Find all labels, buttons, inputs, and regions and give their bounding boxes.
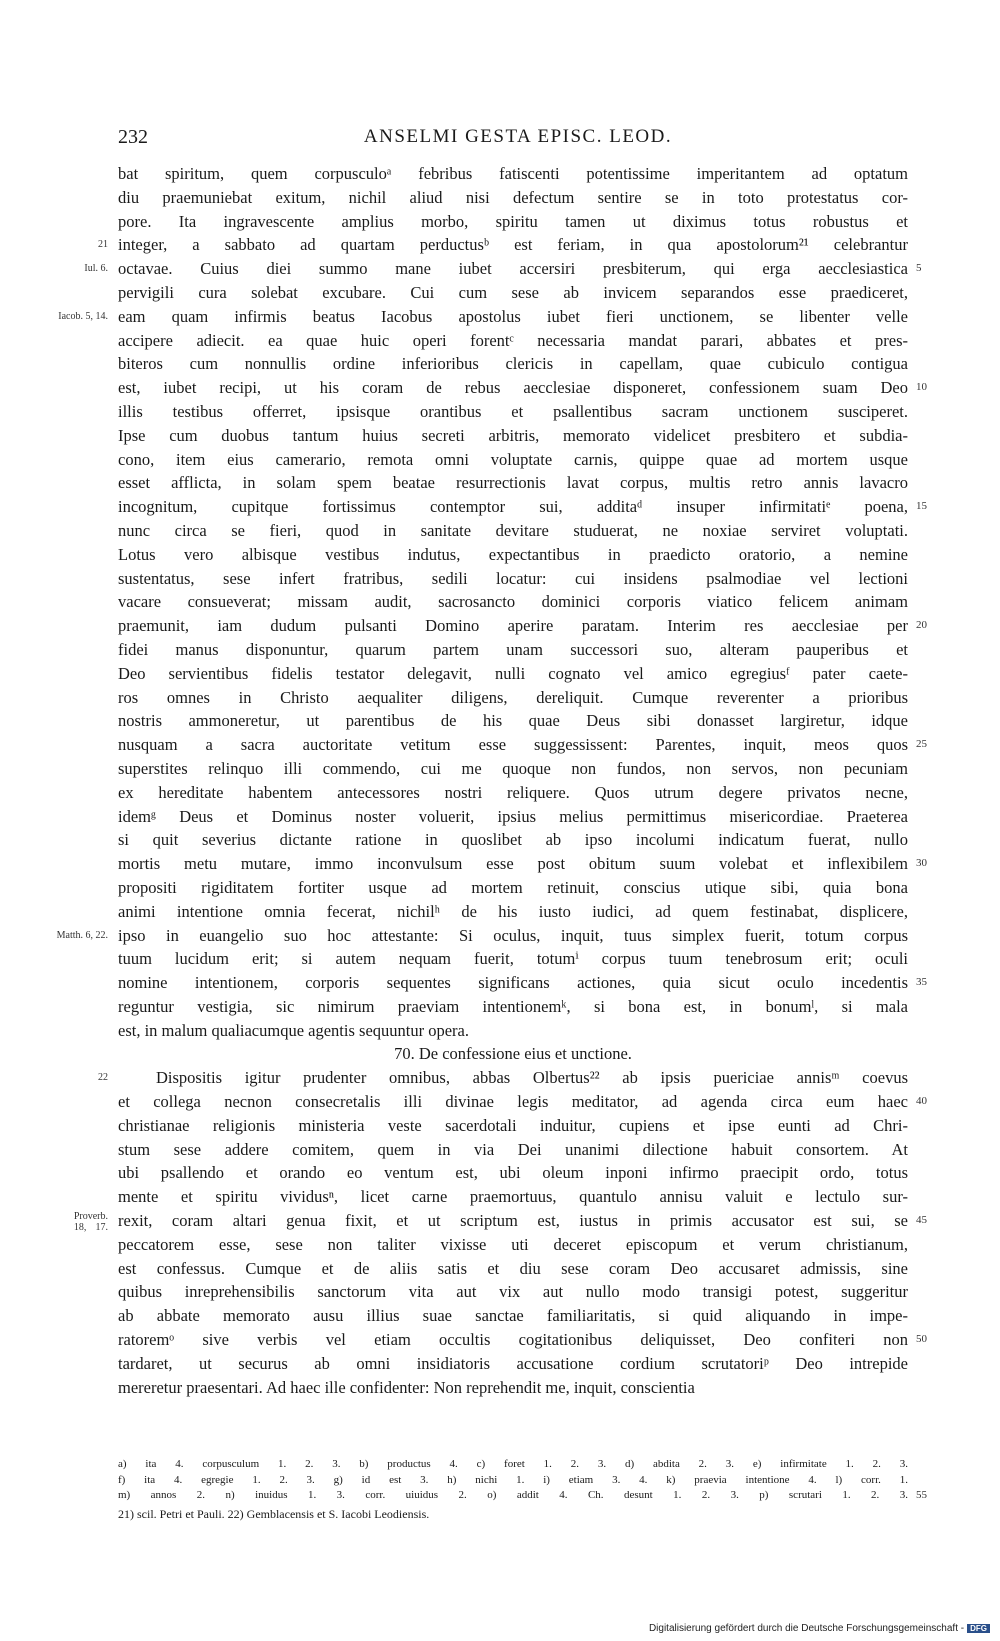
dfg-credit-text: Digitalisierung gefördert durch die Deutsche Forschungsgemeinschaft - [648, 1623, 965, 1634]
line-number: 40 [916, 1095, 927, 1108]
line-text: Dispositis igitur prudenter omnibus, abbas Olbertus²² ab ipsis puericiae annisᵐ coevus [156, 1068, 908, 1088]
line-number: 30 [916, 857, 927, 870]
text-line [118, 400, 908, 424]
text-line [118, 162, 908, 186]
line-text: nusquam a sacra auctoritate vetitum esse suggessissent: Parentes, inquit, meos quos [118, 735, 908, 755]
line-text: reguntur vestigia, sic nimirum praeviam intentionemᵏ, si bona est, in bonumˡ, si mala [118, 996, 908, 1016]
text-line [118, 876, 908, 900]
source-notes [118, 1507, 678, 1523]
text-line [118, 567, 908, 591]
line-text: pervigili cura solebat excubare. Cui cum sese ab invicem separandos esse praediceret, [118, 282, 908, 302]
line-number: 5 [916, 262, 922, 275]
text-line [118, 781, 908, 805]
line-text: eam quam infirmis beatus Iacobus apostolus iubet fieri unctionem, se libenter velle [118, 306, 908, 326]
text-line [118, 1090, 927, 1114]
dfg-logo: DFG [967, 1624, 990, 1633]
line-text: et collega necnon consecretalis illi divinae legis meditator, ad agenda circa eum haec [118, 1092, 908, 1112]
text-line [118, 1114, 908, 1138]
text-line [118, 1233, 908, 1257]
footnote-line [118, 1488, 927, 1504]
text-line [118, 376, 927, 400]
text-line [118, 1328, 927, 1352]
text-line [118, 281, 908, 305]
margin-reference-part: Proverb. [73, 1211, 108, 1223]
margin-reference: Iacob. 5, 14. [58, 310, 108, 322]
text-line [118, 805, 908, 829]
text-line [118, 1280, 908, 1304]
text-line [118, 519, 908, 543]
main-text [56, 162, 927, 1399]
line-text: esset afflicta, in solam spem beatae resurrectionis lavat corpus, multis retro annis lavacro [118, 473, 908, 493]
line-text: m) annos 2. n) inuidus 1. 3. corr. uiuidus 2. o) addit 4. Ch. desunt 1. 2. 3. p) scrutari 1. 2. 3. [118, 1489, 908, 1501]
text-line [118, 210, 908, 234]
line-number: 20 [916, 619, 927, 632]
line-text: quibus inreprehensibilis sanctorum vita aut vix aut nullo modo transigi potest, suggeritur [118, 1282, 908, 1302]
text-line [58, 305, 908, 329]
line-number: 45 [916, 1214, 927, 1227]
line-text: fidei manus disponuntur, quarum partem unam successori suo, alteram pauperibus et [118, 639, 908, 659]
line-text: christianae religionis ministeria veste sacerdotali induitur, cupiens et ipse eunti ad Chri- [118, 1115, 908, 1135]
line-text: peccatorem esse, sese non taliter vixisse uti deceret episcopum et verum christianum, [118, 1234, 908, 1254]
line-text: cono, item eius camerario, remota omni voluptate carnis, quippe quae ad mortem usque [118, 449, 908, 469]
text-line [118, 1352, 908, 1376]
line-text: tardaret, ut securus ab omni insidiatoris accusatione cordium scrutatoriᵖ Deo intrepide [118, 1353, 908, 1373]
line-text: ratoremᵒ sive verbis vel etiam occultis cogitationibus deliquisset, Deo confiteri non [118, 1330, 908, 1350]
line-text: ipso in euangelio suo hoc attestante: Si oculus, inquit, tuus simplex fuerit, totum corpus [118, 925, 908, 945]
line-number: 50 [916, 1333, 927, 1346]
line-text: propositi rigiditatem fortiter usque ad mortem retinuit, conscius utique sibi, quia bona [118, 877, 908, 897]
text-line [118, 448, 908, 472]
line-text: f) ita 4. egregie 1. 2. 3. g) id est 3. h) nichi 1. i) etiam 3. 4. k) praevia intentione 4. l) corr. 1. [118, 1473, 908, 1486]
line-text: Deo servientibus fidelis testator delegavit, nulli cognato vel amico egregiusᶠ pater caete- [118, 663, 908, 683]
running-title: ANSELMI GESTA EPISC. LEOD. [363, 126, 673, 147]
line-text: mortis metu mutare, immo inconvulsum esse post obitum suum volebat et inflexibilem [118, 854, 908, 874]
text-line [118, 947, 908, 971]
text-line [118, 352, 908, 376]
line-text: nostris ammoneretur, ut parentibus de his quae Deus sibi donasset largiretur, idque [118, 711, 908, 731]
text-line [98, 233, 908, 257]
line-text: est, in malum qualiacumque agentis sequuntur opera. [118, 1020, 469, 1040]
source-note-line [118, 1507, 678, 1523]
line-text: 21) scil. Petri et Pauli. 22) Gemblacensis et S. Iacobi Leodiensis. [118, 1507, 430, 1521]
text-line [84, 257, 922, 281]
text-line [118, 424, 908, 448]
line-text: ubi psallendo et orando eo ventum est, ubi oleum inponi infirmo praecipit ordo, totus [118, 1163, 908, 1183]
text-line [118, 852, 927, 876]
line-text: est, iubet recipi, ut his coram de rebus aecclesiae disponeret, confessionem suam Deo [118, 378, 908, 398]
text-line [118, 638, 908, 662]
line-text: Lotus vero albisque vestibus indutus, expectantibus in praedicto oratorio, a nemine [118, 544, 908, 564]
line-number: 55 [916, 1489, 927, 1501]
text-line [118, 1185, 908, 1209]
line-number: 35 [916, 976, 927, 989]
critical-apparatus [118, 1457, 927, 1504]
margin-reference-part: 18, 17. [73, 1222, 108, 1234]
page-number: 232 [118, 126, 148, 148]
text-line [118, 543, 908, 567]
text-line [118, 329, 908, 353]
margin-reference [74, 1211, 108, 1233]
line-number: 25 [916, 738, 927, 751]
text-line [118, 757, 908, 781]
text-line [118, 1257, 908, 1281]
line-text: stum sese addere comitem, quem in via Dei unanimi dilectione habuit consortem. At [118, 1139, 908, 1159]
text-line [118, 686, 908, 710]
page-header [118, 126, 918, 156]
line-number: 15 [916, 500, 927, 513]
line-text: diu praemuniebat exitum, nichil aliud nisi defectum sentire se in toto protestatus cor- [118, 187, 908, 207]
text-line [118, 1304, 908, 1328]
text-line [98, 1066, 908, 1090]
line-text: tuum lucidum erit; si autem nequam fuerit, totumⁱ corpus tuum tenebrosum erit; oculi [118, 949, 908, 969]
line-text: nomine intentionem, corporis sequentes significans actiones, quia sicut oculo incedentis [118, 973, 908, 993]
footnote-line [118, 1457, 908, 1473]
text-line [118, 1138, 908, 1162]
line-text: 70. De confessione eius et unctione. [394, 1044, 632, 1064]
text-line [118, 1376, 908, 1400]
line-text: ex hereditate habentem antecessores nostri reliquere. Quos utrum degere privatos necne, [118, 782, 908, 802]
line-text: pore. Ita ingravescente amplius morbo, spiritu tamen ut diximus totus robustus et [118, 211, 908, 231]
line-text: illis testibus offerret, ipsisque orantibus et psallentibus sacram unctionem susciperet. [118, 401, 908, 421]
text-line [118, 971, 927, 995]
text-line [118, 614, 927, 638]
line-text: incognitum, cupitque fortissimus contemptor sui, additaᵈ insuper infirmitatiᵉ poena, [118, 497, 908, 517]
line-text: rexit, coram altari genua fixit, et ut scriptum est, iustus in primis accusator est sui, se [118, 1211, 908, 1231]
text-line [118, 1161, 908, 1185]
line-text: mente et spiritu vividusⁿ, licet carne praemortuus, quantulo annisu valuit e lectulo sur- [118, 1187, 908, 1207]
line-text: animi intentione omnia fecerat, nichilʰ de his iusto iudici, ad quem festinabat, displicere, [118, 901, 908, 921]
line-text: mereretur praesentari. Ad haec ille confidenter: Non reprehendit me, inquit, conscientia [118, 1377, 695, 1397]
text-line [118, 1042, 908, 1066]
dfg-credit [649, 1623, 990, 1634]
line-number: 10 [916, 381, 927, 394]
line-text: biteros cum nonnullis ordine inferioribus clericis in capellam, quae cubiculo contigua [118, 354, 908, 374]
text-line [118, 662, 908, 686]
line-text: a) ita 4. corpusculum 1. 2. 3. b) productus 4. c) foret 1. 2. 3. d) abdita 2. 3. e) infirmitate 1. 2. 3. [118, 1458, 908, 1470]
line-text: superstites relinquo illi commendo, cui me quoque non fundos, non servos, non pecuniam [118, 758, 908, 778]
line-text: vacare consueverat; missam audit, sacrosancto dominici corporis viatico felicem animam [118, 592, 908, 612]
line-text: Ipse cum duobus tantum huius secreti arbitris, memorato videlicet presbitero et subdia- [118, 425, 908, 445]
line-text: si quit severius dictante ratione in quoslibet ab ipso incolumi indicatum fuerat, nullo [118, 830, 908, 850]
text-line [118, 186, 908, 210]
text-line [118, 1019, 908, 1043]
text-line [118, 495, 927, 519]
text-line [118, 590, 908, 614]
line-text: ab abbate memorato ausu illius suae sanctae familiaritatis, si quid aliquando in impe- [118, 1306, 908, 1326]
line-text: idemᵍ Deus et Dominus noster voluerit, ipsius melius permittimus misericordiae. Praeterea [118, 806, 908, 826]
line-text: integer, a sabbato ad quartam perductusᵇ est feriam, in qua apostolorum²¹ celebrantur [118, 235, 908, 255]
line-text: ros omnes in Christo aequaliter diligens, dereliquit. Cumque reverenter a prioribus [118, 687, 908, 707]
text-line [118, 733, 927, 757]
line-text: praemunit, iam dudum pulsanti Domino aperire paratam. Interim res aecclesiae per [118, 616, 908, 636]
text-line [118, 471, 908, 495]
margin-reference: 22 [98, 1072, 108, 1084]
line-text: bat spiritum, quem corpusculoᵃ febribus fatiscenti potentissime imperitantem ad optatum [118, 164, 908, 183]
footnote-line [118, 1473, 908, 1489]
line-text: accipere adiecit. ea quae huic operi forentᶜ necessaria mandat parari, abbates et pres- [118, 330, 908, 350]
text-line [118, 900, 908, 924]
margin-reference: 21 [98, 239, 108, 251]
line-text: octavae. Cuius diei summo mane iubet accersiri presbiterum, qui erga aecclesiastica [118, 259, 908, 279]
margin-reference: Matth. 6, 22. [56, 929, 108, 941]
text-line [118, 828, 908, 852]
text-line [118, 709, 908, 733]
text-line [118, 995, 908, 1019]
line-text: sustentatus, sese infert fratribus, sedili locatur: cui insidens psalmodiae vel lectioni [118, 568, 908, 588]
line-text: nunc circa se fieri, quod in sanitate devitare studuerat, ne noxiae serviret voluptati. [118, 520, 908, 540]
text-line [56, 924, 908, 948]
line-text: est confessus. Cumque et de aliis satis et diu sese coram Deo accusaret admissis, sine [118, 1258, 908, 1278]
margin-reference: Iul. 6. [84, 263, 108, 275]
text-line [73, 1209, 927, 1234]
